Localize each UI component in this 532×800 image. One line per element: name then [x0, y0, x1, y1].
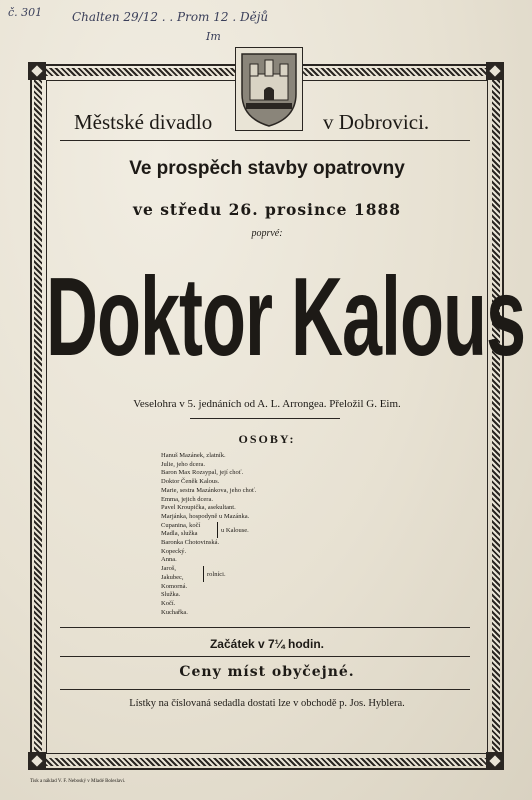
cast-list — [161, 452, 256, 617]
cast-item: Emma, jejich dcera. — [161, 495, 213, 503]
benefit-line: Ve prospěch stavby opatrovny — [129, 158, 405, 179]
premiere-label: poprvé: — [251, 228, 283, 239]
divider — [60, 689, 470, 690]
cast-item: Baronka Chotovinská. — [161, 539, 220, 547]
cast-item: Kočí. — [161, 599, 176, 607]
start-time: Začátek v 7¼ hodin. — [209, 637, 325, 651]
cast-item: Marie, sestra Mazánkova, jeho choť. — [161, 486, 257, 494]
town-coat-of-arms — [235, 47, 303, 131]
corner-ornament-bottom-right — [486, 752, 504, 770]
handwritten-note: Chalten 29/12 . . Prom 12 . Dějů — [72, 10, 269, 24]
cast-item: Julie, jeho dcera. — [161, 460, 206, 468]
performance-date: ve středu 26. prosince 1888 — [132, 200, 402, 219]
cast-item: Madla, služka — [161, 530, 198, 538]
cast-item: Jakubec, — [161, 573, 184, 581]
divider — [190, 418, 340, 419]
tickets-line: Lístky na číslovaná sedadla dostati lze v obchodě p. Jos. Hyblera. — [129, 698, 405, 709]
corner-ornament-top-right — [486, 62, 504, 80]
cast-item: Služka. — [161, 591, 181, 599]
cast-heading: OSOBY: — [238, 432, 296, 446]
divider — [60, 627, 470, 628]
corner-ornament-top-left — [28, 62, 46, 80]
cast-item: Kuchařka. — [161, 608, 188, 616]
cast-item: Cupanina, kočí — [161, 521, 201, 529]
printer-imprint: Tisk a náklad V. F. Neboský v Mladé Boleslavi. — [30, 779, 126, 784]
play-title: Doktor Kalous — [46, 256, 526, 380]
cast-item: Kopecký. — [161, 547, 187, 555]
brace-note-kalous: u Kalouse. — [221, 527, 249, 534]
divider — [60, 656, 470, 657]
cast-item: Jaroš, — [161, 565, 176, 573]
prices-line: Ceny míst obyčejné. — [179, 664, 355, 680]
corner-ornament-bottom-left — [28, 752, 46, 770]
cast-item: Marjánka, hospodyně u Mazánka. — [161, 512, 250, 520]
cast-item: Doktor Čeněk Kalous. — [161, 478, 220, 486]
cast-item: Komorná. — [161, 582, 188, 590]
handwritten-number: č. 301 — [8, 6, 43, 19]
brace — [214, 522, 218, 538]
play-subtitle: Veselohra v 5. jednáních od A. L. Arrongea. Přeložil G. Eim. — [133, 398, 401, 410]
town-name: v Dobrovici. — [323, 110, 430, 134]
cast-item: Pavel Kroupička, asekultant. — [161, 504, 236, 512]
handwritten-initials: Im — [206, 30, 221, 43]
brace — [200, 566, 204, 582]
cast-item: Anna. — [161, 556, 177, 564]
cast-item: Hanuš Mazánek, zlatník. — [161, 452, 226, 459]
cast-item: Baron Max Rozsypal, její choť. — [161, 469, 244, 477]
divider — [60, 140, 470, 141]
theatre-name: Městské divadlo — [74, 110, 213, 134]
brace-note-farmers: rolníci. — [207, 571, 226, 578]
